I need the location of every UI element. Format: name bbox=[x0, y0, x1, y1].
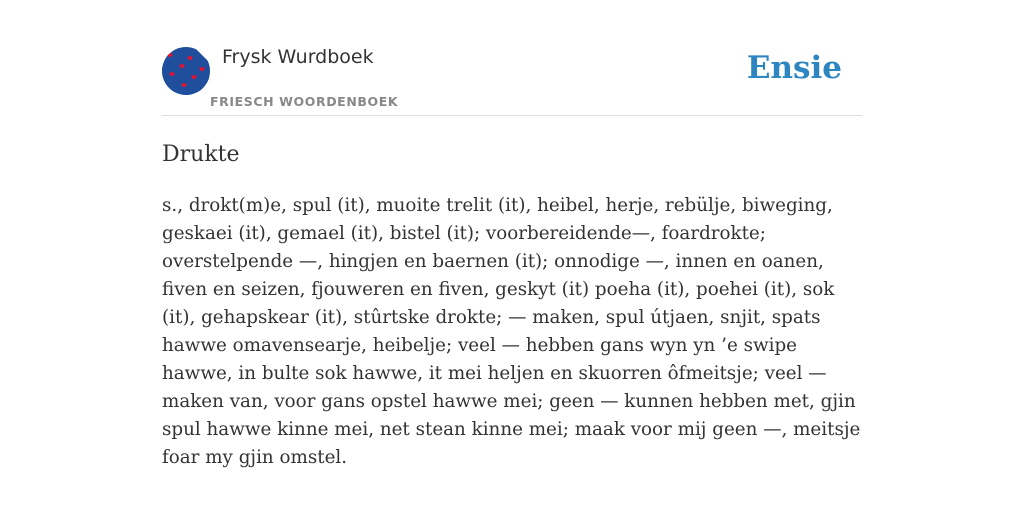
brand-title[interactable]: Frysk Wurdboek bbox=[222, 46, 374, 68]
entry-card bbox=[162, 40, 862, 472]
entry-definition: s., drokt(m)e, spul (it), muoite trelit (it), heibel, herje, rebülje, biweging, geskaei (it), gemael (it), bistel (it); voorbereidende—, foardrokte; overstelpende —, hingjen en baernen (it); onnodige —, innen en oanen, fiven en seizen, fjouweren en fiven, geskyt (it) poeha (it), poehei (it), sok (it), gehapskear (it), stûrtske drokte; — maken, spul útjaen, snjit, spats hawwe omavensearje, heibelje; veel — hebben gans wyn yn ’e swipe hawwe, in bulte sok hawwe, it mei heljen en skuorren ôfmeitsje; veel — maken van, voor gans opstel hawwe mei; geen — kunnen hebben met, gjin spul hawwe kinne mei, net stean kinne mei; maak voor mij geen —, meitsje foar my gjin omstel. bbox=[162, 195, 861, 468]
entry-headword: Drukte bbox=[162, 142, 240, 167]
frisian-flag-icon bbox=[162, 47, 210, 95]
header bbox=[162, 40, 862, 116]
brand-subtitle: FRIESCH WOORDENBOEK bbox=[210, 94, 399, 109]
site-logo-link[interactable]: Ensie bbox=[746, 50, 842, 86]
